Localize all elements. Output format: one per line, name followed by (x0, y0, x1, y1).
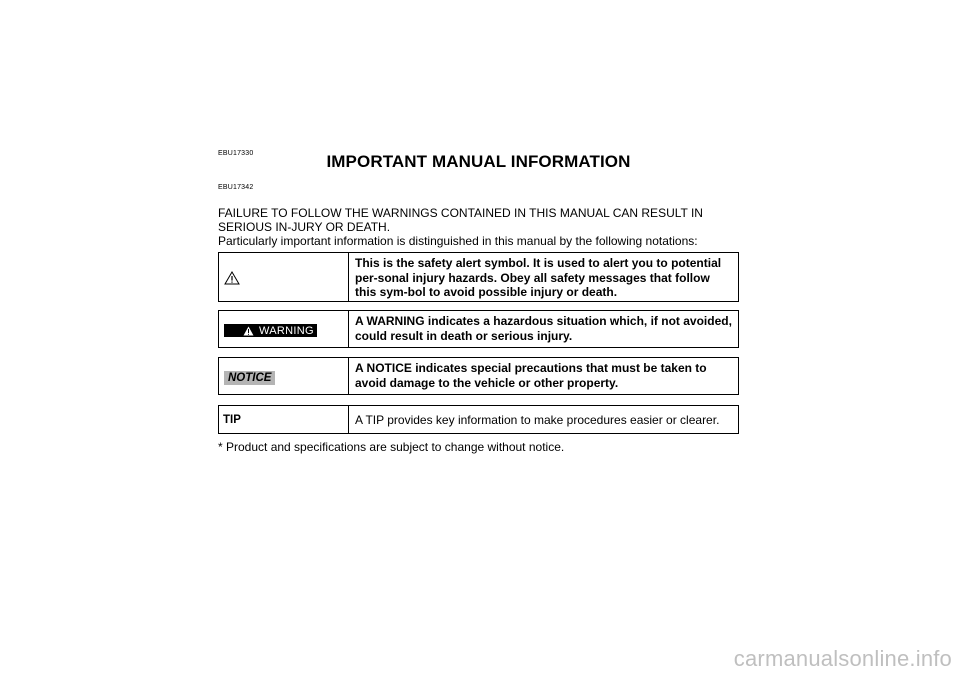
notation-symbol-cell (219, 358, 349, 394)
intro-text: Particularly important information is distinguished in this manual by the following notations: (218, 234, 698, 248)
tip-label: TIP (223, 414, 241, 426)
doc-code-section: EBU17342 (218, 184, 254, 191)
warning-badge (224, 324, 317, 337)
notation-box-notice (218, 357, 739, 395)
notice-badge: NOTICE (224, 371, 275, 385)
notation-tip-description: A TIP provides key information to make procedures easier or clearer. (355, 413, 720, 427)
footnote: * Product and specifications are subject to change without notice. (218, 440, 565, 454)
page-title: IMPORTANT MANUAL INFORMATION (326, 152, 631, 171)
notation-symbol-cell (219, 253, 349, 301)
safety-alert-triangle-icon (224, 271, 240, 285)
doc-code-header: EBU17330 (218, 150, 254, 157)
notation-symbol-cell (219, 311, 349, 347)
notation-alert-description: This is the safety alert symbol. It is used to alert you to potential per-sonal injury hazards. Obey all safety messages that follow this sym-bol to avoid possible injury or death. (355, 256, 722, 299)
watermark: carmanualsonline.info (733, 646, 952, 671)
notation-box-warning (218, 310, 739, 348)
notation-box-tip (218, 405, 739, 434)
notation-warning-description: A WARNING indicates a hazardous situation which, if not avoided, could result in death or serious injury. (355, 314, 732, 343)
notation-box-alert (218, 252, 739, 302)
warning-triangle-icon (243, 326, 254, 336)
warning-statement: FAILURE TO FOLLOW THE WARNINGS CONTAINED IN THIS MANUAL CAN RESULT IN SERIOUS IN-JURY OR DEATH. (218, 206, 703, 234)
notation-symbol-cell (219, 406, 349, 433)
notation-notice-description: A NOTICE indicates special precautions that must be taken to avoid damage to the vehicle or other property. (355, 361, 707, 390)
warning-badge-label: WARNING (259, 324, 314, 337)
